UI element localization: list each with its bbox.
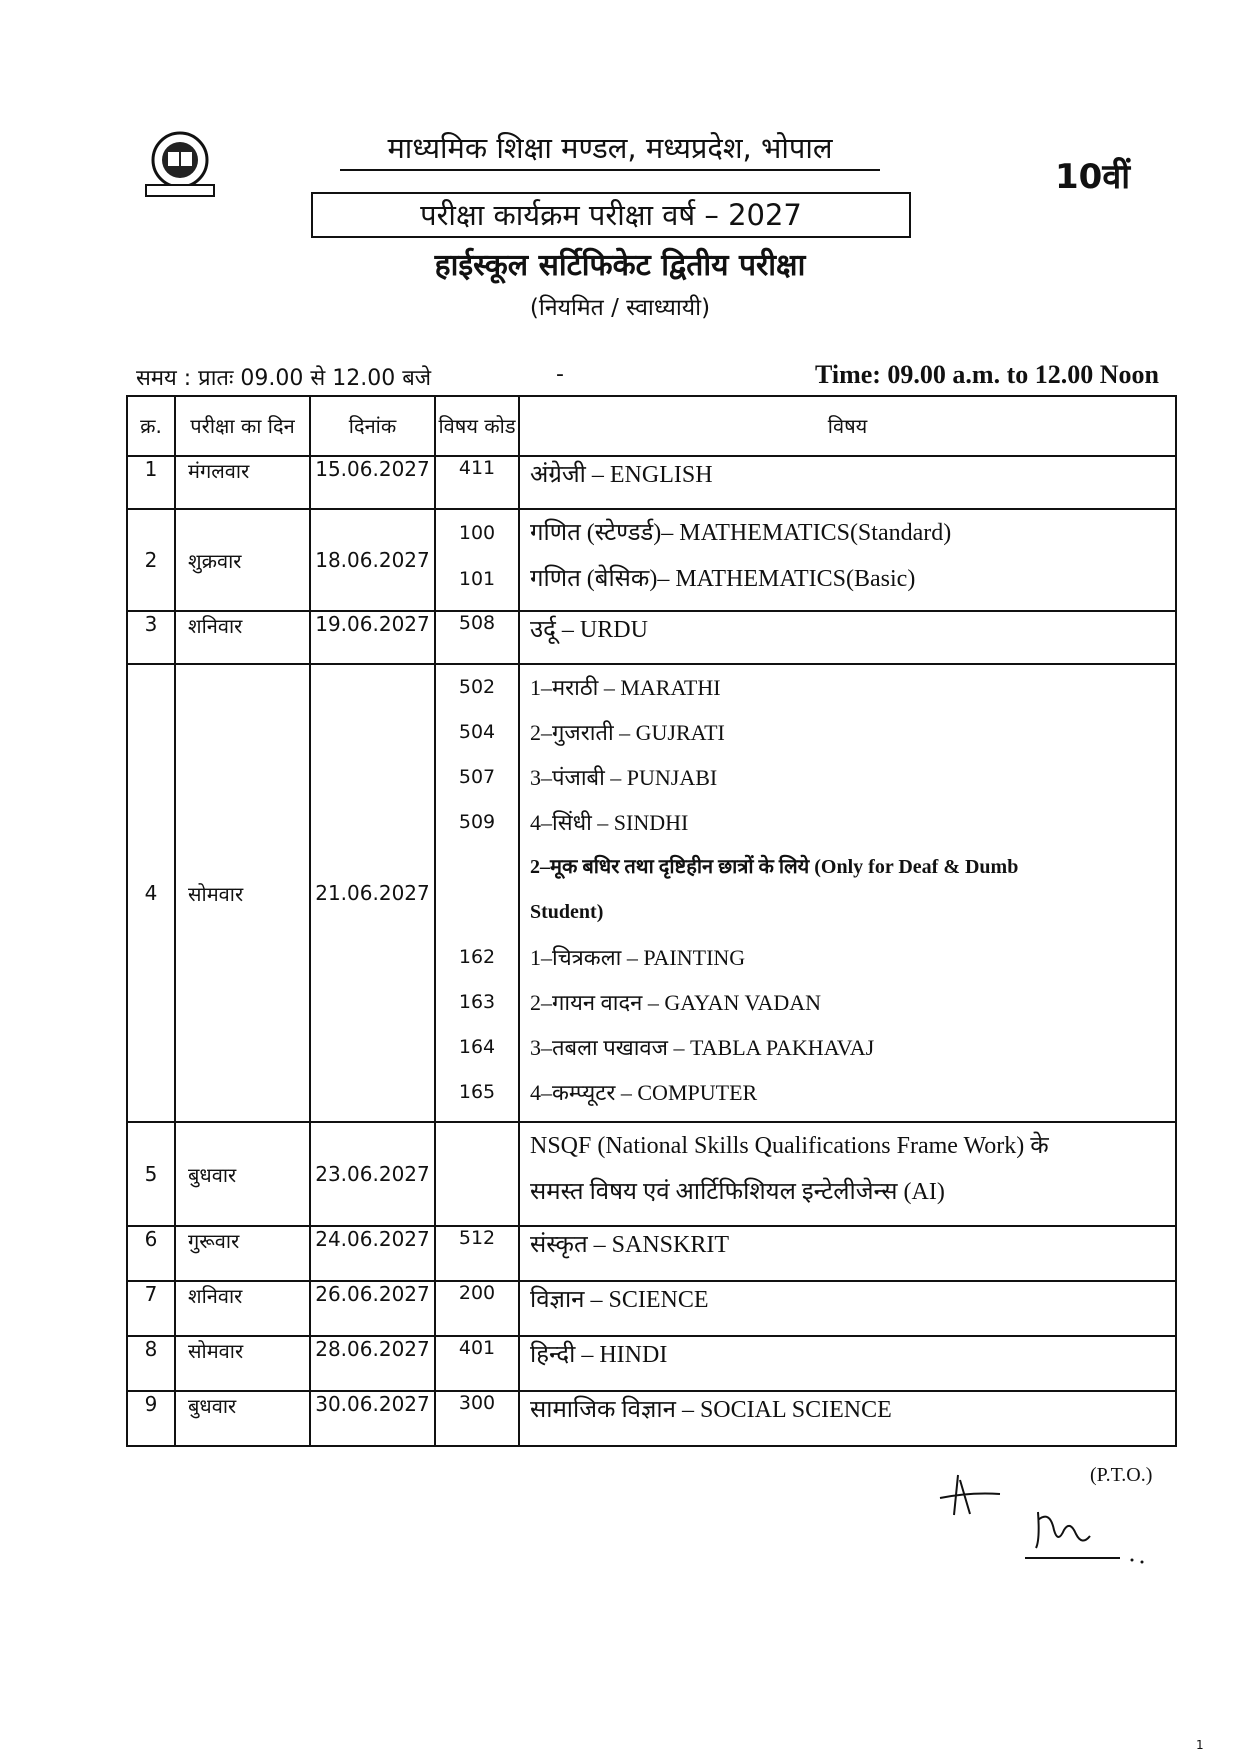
row-code: 508 bbox=[435, 611, 519, 664]
row-date: 21.06.2027 bbox=[310, 664, 435, 1122]
row-code: 163 bbox=[458, 991, 496, 1013]
row-sn: 1 bbox=[127, 456, 175, 509]
exam-type: (नियमित / स्वाध्यायी) bbox=[529, 295, 711, 321]
row-subject: 1–मराठी – MARATHI bbox=[530, 675, 721, 700]
row-subject: सामाजिक विज्ञान – SOCIAL SCIENCE bbox=[519, 1391, 1176, 1446]
pto-note: (P.T.O.) bbox=[1090, 1464, 1153, 1486]
time-separator: - bbox=[556, 362, 564, 387]
exam-name: हाईस्कूल सर्टिफिकेट द्वितीय परीक्षा bbox=[434, 248, 806, 283]
row-subject: गणित (स्टेण्डर्ड)– MATHEMATICS(Standard) bbox=[530, 520, 952, 546]
exam-program-title: परीक्षा कार्यक्रम परीक्षा वर्ष – 2027 bbox=[311, 192, 911, 238]
row-code: 509 bbox=[458, 811, 496, 833]
row-subject: 4–सिंधी – SINDHI bbox=[530, 810, 689, 835]
row-date: 26.06.2027 bbox=[310, 1281, 435, 1336]
row-subject: 4–कम्प्यूटर – COMPUTER bbox=[530, 1080, 758, 1105]
row-day: गुरूवार bbox=[175, 1226, 310, 1281]
row-subject: संस्कृत – SANSKRIT bbox=[519, 1226, 1176, 1281]
row-date: 18.06.2027 bbox=[310, 509, 435, 611]
row-subject: उर्दू – URDU bbox=[519, 611, 1176, 664]
table-row bbox=[127, 611, 1176, 664]
table-row bbox=[127, 1281, 1176, 1336]
row-code: 300 bbox=[435, 1391, 519, 1446]
row-code: 165 bbox=[458, 1081, 496, 1103]
row-subject: विज्ञान – SCIENCE bbox=[519, 1281, 1176, 1336]
row-subject: 3–तबला पखावज – TABLA PAKHAVAJ bbox=[530, 1035, 875, 1060]
row-code: 504 bbox=[458, 721, 496, 743]
row-date: 23.06.2027 bbox=[310, 1122, 435, 1226]
class-label: 10वीं bbox=[1055, 157, 1131, 197]
table-row bbox=[127, 1391, 1176, 1446]
row-subject: समस्त विषय एवं आर्टिफिशियल इन्टेलीजेन्स (AI) bbox=[530, 1179, 945, 1205]
row-code: 101 bbox=[458, 568, 496, 590]
row-date: 30.06.2027 bbox=[310, 1391, 435, 1446]
table-header-row bbox=[127, 396, 1176, 456]
note-english: (Only for Deaf & Dumb bbox=[814, 856, 1019, 878]
time-hindi: समय : प्रातः 09.00 से 12.00 बजे bbox=[136, 366, 432, 391]
row-subject: गणित (बेसिक)– MATHEMATICS(Basic) bbox=[530, 566, 916, 592]
header-date: दिनांक bbox=[310, 396, 435, 456]
table-row bbox=[127, 1226, 1176, 1281]
page-number: 1 bbox=[1196, 1738, 1204, 1752]
row-code: 164 bbox=[458, 1036, 496, 1058]
table-row bbox=[127, 1336, 1176, 1391]
row-date: 15.06.2027 bbox=[310, 456, 435, 509]
row-sn: 9 bbox=[127, 1391, 175, 1446]
note-english-cont: Student) bbox=[530, 901, 604, 923]
row-sn: 5 bbox=[127, 1122, 175, 1226]
row-date: 28.06.2027 bbox=[310, 1336, 435, 1391]
row-code: 200 bbox=[435, 1281, 519, 1336]
row-note bbox=[530, 845, 1175, 890]
row-day: मंगलवार bbox=[175, 456, 310, 509]
row-subject: NSQF (National Skills Qualifications Frame Work) के bbox=[530, 1133, 1049, 1159]
row-date: 24.06.2027 bbox=[310, 1226, 435, 1281]
row-subject: 2–गायन वादन – GAYAN VADAN bbox=[530, 990, 822, 1015]
row-subject: 3–पंजाबी – PUNJABI bbox=[530, 765, 718, 790]
row-subject: 1–चित्रकला – PAINTING bbox=[530, 945, 746, 970]
note-hindi: 2–मूक बधिर तथा दृष्टिहीन छात्रों के लिये bbox=[530, 856, 810, 878]
exam-timetable bbox=[126, 395, 1177, 1447]
table-row bbox=[127, 1122, 1176, 1226]
row-sn: 7 bbox=[127, 1281, 175, 1336]
row-subject: अंग्रेजी – ENGLISH bbox=[519, 456, 1176, 509]
header-day: परीक्षा का दिन bbox=[175, 396, 310, 456]
row-code: 100 bbox=[458, 522, 496, 544]
row-day: शुक्रवार bbox=[175, 509, 310, 611]
row-sn: 8 bbox=[127, 1336, 175, 1391]
table-row bbox=[127, 456, 1176, 509]
board-seal-icon bbox=[138, 130, 222, 200]
row-code: 162 bbox=[458, 946, 496, 968]
row-date: 19.06.2027 bbox=[310, 611, 435, 664]
header-code: विषय कोड bbox=[435, 396, 519, 456]
row-sn: 2 bbox=[127, 509, 175, 611]
row-day: बुधवार bbox=[175, 1391, 310, 1446]
row-day: सोमवार bbox=[175, 1336, 310, 1391]
row-code: 401 bbox=[435, 1336, 519, 1391]
time-english: Time: 09.00 a.m. to 12.00 Noon bbox=[814, 360, 1159, 389]
row-sn: 4 bbox=[127, 664, 175, 1122]
table-row bbox=[127, 664, 1176, 1122]
row-day: बुधवार bbox=[175, 1122, 310, 1226]
row-code: 507 bbox=[458, 766, 496, 788]
row-code bbox=[435, 1122, 519, 1226]
row-subject: हिन्दी – HINDI bbox=[519, 1336, 1176, 1391]
row-code: 512 bbox=[435, 1226, 519, 1281]
initials-signature bbox=[930, 1470, 1010, 1520]
handwritten-signature bbox=[1020, 1500, 1160, 1570]
header-subject: विषय bbox=[519, 396, 1176, 456]
header-sn: क्र. bbox=[127, 396, 175, 456]
table-row bbox=[127, 509, 1176, 611]
row-sn: 6 bbox=[127, 1226, 175, 1281]
board-title: माध्यमिक शिक्षा मण्डल, मध्यप्रदेश, भोपाल bbox=[340, 128, 880, 171]
row-sn: 3 bbox=[127, 611, 175, 664]
row-day: शनिवार bbox=[175, 611, 310, 664]
row-day: शनिवार bbox=[175, 1281, 310, 1336]
row-day: सोमवार bbox=[175, 664, 310, 1122]
row-code: 502 bbox=[458, 676, 496, 698]
row-subject: 2–गुजराती – GUJRATI bbox=[530, 720, 725, 745]
row-code: 411 bbox=[435, 456, 519, 509]
